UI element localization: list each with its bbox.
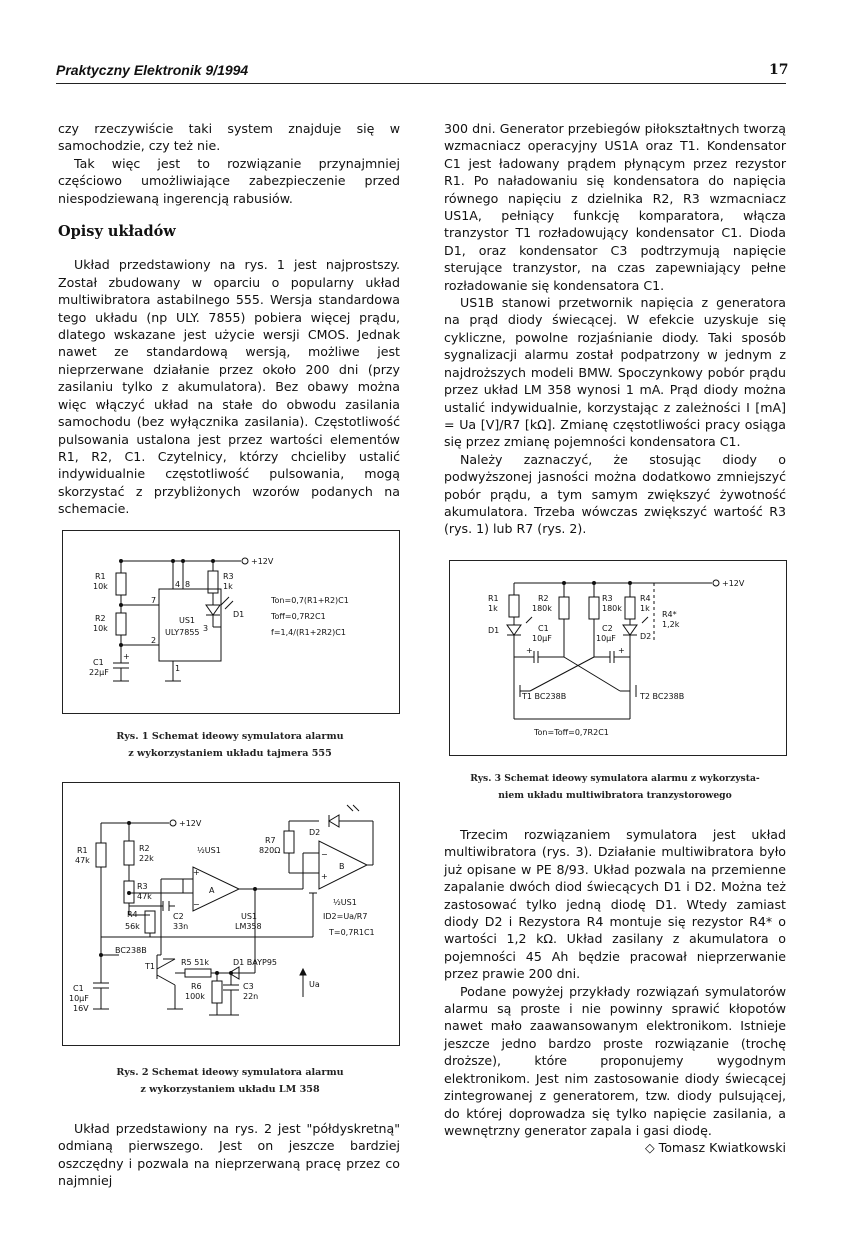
figure-1-schematic [62, 530, 400, 714]
fig1-formula-ton: Ton=0,7(R1+R2)C1 [271, 596, 349, 605]
fig2-amp-b: B [339, 862, 345, 871]
fig2-c3-value: 22n [243, 992, 259, 1001]
fig3-c1: C1 [538, 624, 549, 633]
right-paragraph-5: Podane powyżej przykłady rozwiązań symulatorów alarmu są proste i nie powinny sprawić kłopotów nawet mało zaawansowanym elektronikom. Istnieje jeszcze jedno bardzo proste rozwiązanie (trochę droższe), które proponujemy wygodnym elektronikom. Jest nim zastosowanie diody świecącej zintegrowanej z generatorem, tzw. diody pulsującej, do której doprowadza się tylko napięcie zasilania, a wewnętrzny generator zapala i gasi diodę. [444, 983, 786, 1138]
fig1-r1: R1 [95, 572, 106, 581]
fig2-r2: R2 [139, 844, 150, 853]
left-paragraph-2: Tak więc jest to rozwiązanie przynajmniej częściowo umożliwiające zabezpieczenie przed niespodziewaną ingerencją rabusiów. [58, 155, 400, 206]
fig2-us1b: ½US1 [333, 898, 357, 907]
right-paragraph-2: US1B stanowi przetwornik napięcia z generatora na prąd diody świecącej. W efekcie uzyskuje się cykliczne, powolne rozjaśnianie diody. Taki sposób sygnalizacji alarmu został podpatrzony w jednym z najdroższych modeli BMW. Spoczynkowy pobór prądu przez układ LM 358 wynosi 1 mA. Prąd diody można ustalić indywidualnie, korzystając z zależności I [mA] = Ua [V]/R7 [kΩ]. Zmianę częstotliwości pracy osiąga się przez zmianę pojemności kondensatora C1. [444, 295, 786, 450]
fig3-caption-line1: Rys. 3 Schemat ideowy symulatora alarmu z wykorzysta- [470, 773, 760, 784]
fig3-plus-1: + [526, 646, 533, 655]
fig2-minus-a: − [193, 900, 200, 909]
figure-2-caption [62, 1064, 398, 1098]
fig3-c1-value: 10μF [532, 634, 552, 643]
fig1-plus: + [123, 652, 130, 661]
fig2-chip: LM358 [235, 922, 262, 931]
fig2-d1: D1 BAYP95 [233, 958, 278, 967]
section-heading: Opisy układów [58, 223, 176, 241]
fig2-t1-type: BC238B [115, 946, 147, 955]
fig3-t2: T2 BC238B [640, 692, 685, 701]
fig3-r2: R2 [538, 594, 549, 603]
fig2-caption-line1: Rys. 2 Schemat ideowy symulatora alarmu [116, 1067, 344, 1078]
page-number: 17 [769, 62, 789, 78]
left-column-bottom [58, 1120, 400, 1190]
fig1-r3: R3 [223, 572, 234, 581]
right-column-bottom [444, 826, 786, 1157]
fig2-formula-id: ID2=Ua/R7 [323, 912, 368, 921]
fig2-c2-value: 33n [173, 922, 189, 931]
fig2-r3: R3 [137, 882, 148, 891]
fig3-formula: Ton=Toff=0,7R2C1 [534, 728, 609, 737]
fig2-us1: US1 [241, 912, 258, 921]
fig3-r4star-value: 1,2k [662, 620, 680, 629]
fig2-plus-b: + [321, 872, 328, 881]
author-signature: ◇ Tomasz Kwiatkowski [644, 1140, 786, 1156]
fig1-pin1: 1 [175, 664, 181, 673]
figure-2-schematic [62, 782, 400, 1046]
fig1-c1-value: 22μF [89, 668, 109, 677]
left-column-top [58, 120, 400, 518]
fig2-c1-value: 10μF [69, 994, 89, 1003]
fig3-r3: R3 [602, 594, 613, 603]
fig3-r3-value: 180k [602, 604, 622, 613]
fig1-caption-line1: Rys. 1 Schemat ideowy symulatora alarmu [116, 731, 344, 742]
fig3-r1-value: 1k [488, 604, 498, 613]
fig2-c1-voltage: 16V [73, 1004, 89, 1013]
fig2-plus-a: + [193, 868, 200, 877]
fig1-formula-f: f=1,4/(R1+2R2)C1 [271, 628, 346, 637]
fig2-caption-line2: z wykorzystaniem układu LM 358 [140, 1084, 320, 1095]
fig1-vcc-label: +12V [251, 557, 274, 566]
left-paragraph-4: Układ przedstawiony na rys. 2 jest "półdyskretną" odmianą pierwszego. Jest on jeszcze bardziej oszczędny i pozwala na nieprzerwaną pracę przez co najmniej [58, 1121, 400, 1189]
fig3-t1: T1 BC238B [522, 692, 567, 701]
fig3-vcc-label: +12V [722, 579, 745, 588]
fig2-opamp-a [193, 867, 239, 911]
fig3-d2: D2 [640, 632, 652, 641]
fig1-r3-value: 1k [223, 582, 233, 591]
fig1-r2: R2 [95, 614, 106, 623]
fig3-c2-value: 10μF [596, 634, 616, 643]
fig2-r5: R5 51k [181, 958, 210, 967]
header-rule [56, 83, 786, 84]
fig1-caption-line2: z wykorzystaniem układu tajmera 555 [128, 748, 332, 759]
fig1-c1: C1 [93, 658, 104, 667]
fig1-r1-value: 10k [93, 582, 108, 591]
fig2-us1a: ½US1 [197, 846, 221, 855]
right-paragraph-4: Trzecim rozwiązaniem symulatora jest układ multiwibratora (rys. 3). Działanie multiwibratora było już opisane w PE 8/93. Układ pozwala na przemienne zapalanie dwóch diod świecących D1 i D2. Można też zastosować tylko jedną diodę D1. Wtedy zamiast diody D2 i Rezystora R4 montuje się rezystor R4* o wartości 1,2 kΩ. Układ zasilany z akumulatora o pojemności 45 Ah będzie pracował nieprzerwanie przez prawie 200 dni. [444, 827, 786, 982]
figure-1-caption [62, 728, 398, 762]
fig1-formula-toff: Toff=0,7R2C1 [271, 612, 326, 621]
right-paragraph-1: 300 dni. Generator przebiegów piłokształtnych tworzą wzmacniacz operacyjny US1A oraz T1. Kondensator C1 jest ładowany prądem płynącym przez rezystor R1. Po naładowaniu się kondensatora do napięcia równego napięciu z dzielnika R2, R3 wzmacniacz US1A, pełniący funkcję komparatora, włącza tranzystor T1 rozładowujący kondensator C1. Dioda D1, oraz kondensator C3 podtrzymują napięcie sterujące tranzystor, na czas zapewniający pełne rozładowanie się kondensatora C1. [444, 121, 786, 293]
fig2-r4: R4 [127, 910, 138, 919]
fig1-pin3: 3 [203, 624, 209, 633]
fig2-minus-b: − [321, 850, 328, 859]
fig2-r4-value: 56k [125, 922, 140, 931]
fig2-r7-value: 820Ω [259, 846, 281, 855]
fig2-r6: R6 [191, 982, 202, 991]
fig3-d1: D1 [488, 626, 500, 635]
fig1-d1: D1 [233, 610, 245, 619]
fig1-pin2: 2 [151, 636, 157, 645]
fig3-r2-value: 180k [532, 604, 552, 613]
right-paragraph-3: Należy zaznaczyć, że stosując diody o podwyższonej jasności można dodatkowo zmniejszyć pobór prądu, a tym samym zwiększyć żywotność akumulatora. Trzeba wówczas zwiększyć wartość R3 (rys. 1) lub R7 (rys. 2). [444, 451, 786, 537]
fig1-pin7: 7 [151, 596, 157, 605]
left-paragraph-3: Układ przedstawiony na rys. 1 jest najprostszy. Został zbudowany w oparciu o popularny układ multiwibratora astabilnego 555. Wersja standardowa tego układu (np ULY. 7855) pobiera więcej prądu, dlatego wskazane jest użycie wersji CMOS. Jednak nawet ze standardową wersją, możliwe jest nieprzerwane działanie przez około 200 dni (przy zasilaniu tylko z akumulatora). Bez obawy można więc włączyć układ na stałe do obwodu zasilania samochodu (bez wyłącznika zasilania). Częstotliwość pulsowania ustalona jest przez wartości elementów R1, R2, C1. Czytelnicy, którzy chcieliby ustalić indywidualnie częstotliwość pulsowania, mogą skorzystać z przybliżonych wzorów podanych na schemacie. [58, 257, 400, 517]
fig2-r3-value: 47k [137, 892, 152, 901]
left-paragraph-1: czy rzeczywiście taki system znajduje się w samochodzie, czy też nie. [58, 121, 400, 154]
figure-3-schematic [449, 560, 787, 756]
fig3-plus-2: + [618, 646, 625, 655]
fig2-d2: D2 [309, 828, 321, 837]
fig2-r2-value: 22k [139, 854, 154, 863]
fig2-r1: R1 [77, 846, 88, 855]
fig3-r4: R4 [640, 594, 651, 603]
fig2-t1: T1 [145, 962, 155, 971]
fig1-chip: ULY7855 [165, 628, 200, 637]
right-column-top [444, 120, 786, 538]
fig2-c3: C3 [243, 982, 254, 991]
fig2-r1-value: 47k [75, 856, 90, 865]
fig1-us1: US1 [179, 616, 196, 625]
fig3-r1: R1 [488, 594, 499, 603]
fig1-ic-body [159, 589, 221, 661]
fig2-vcc-label: +12V [179, 819, 202, 828]
fig2-c2: C2 [173, 912, 184, 921]
fig2-r7: R7 [265, 836, 276, 845]
fig3-r4-value: 1k [640, 604, 650, 613]
fig2-formula-t: T=0,7R1C1 [329, 928, 375, 937]
fig2-ua: Ua [309, 980, 320, 989]
fig1-r2-value: 10k [93, 624, 108, 633]
fig1-pin8: 8 [185, 580, 191, 589]
fig3-caption-line2: niem układu multiwibratora tranzystorowego [498, 790, 732, 801]
fig3-r4star: R4* [662, 610, 677, 619]
journal-title: Praktyczny Elektronik 9/1994 [56, 62, 249, 78]
fig3-c2: C2 [602, 624, 613, 633]
fig2-r6-value: 100k [185, 992, 205, 1001]
fig2-c1: C1 [73, 984, 84, 993]
fig1-pin4: 4 [175, 580, 181, 589]
figure-3-caption [444, 770, 786, 804]
fig2-amp-a: A [209, 886, 215, 895]
